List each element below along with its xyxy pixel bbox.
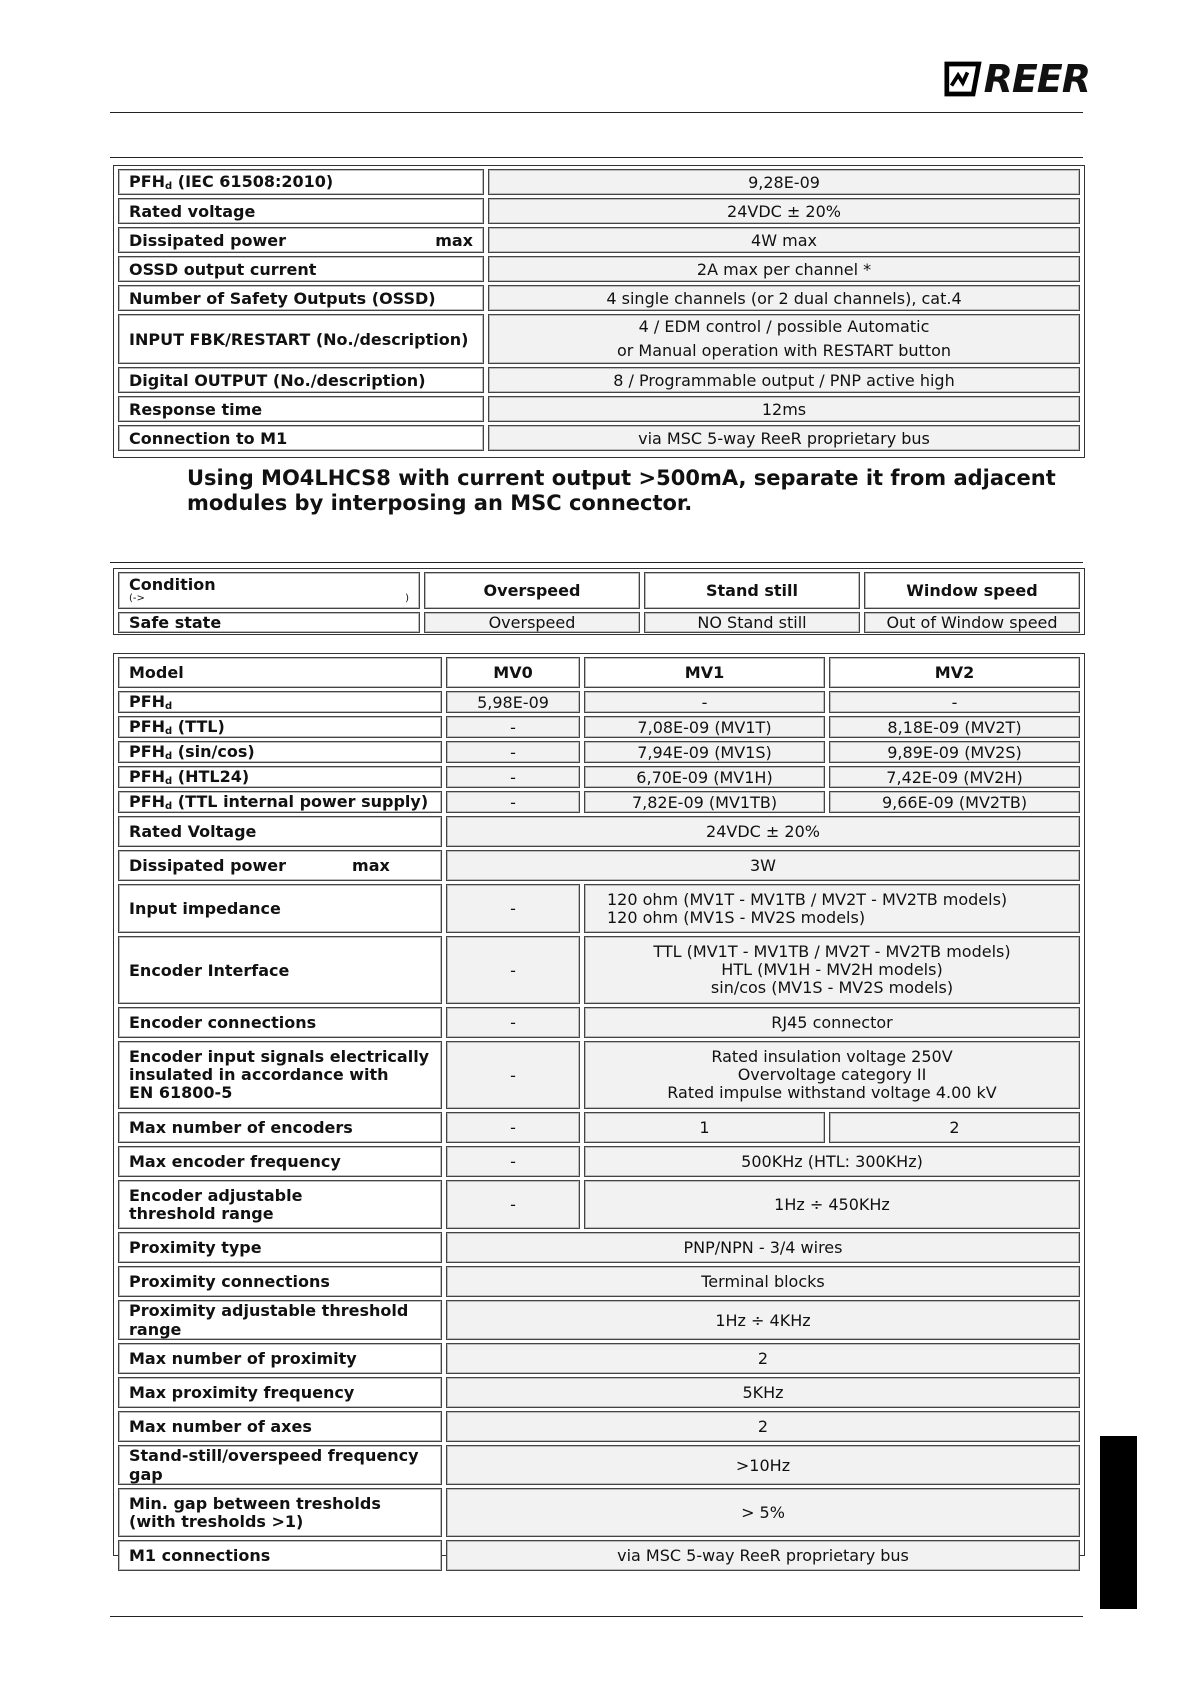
row-label: Rated voltage (118, 198, 484, 224)
row-value: 5KHz (446, 1377, 1080, 1408)
row-label: Connection to M1 (118, 425, 484, 451)
table-row (118, 936, 1080, 1004)
row-value: 4 single channels (or 2 dual channels), cat.4 (488, 285, 1080, 311)
mv0-value: - (446, 766, 580, 788)
mv2-value: 2 (829, 1112, 1080, 1143)
table-row (118, 766, 1080, 788)
row-value: via MSC 5-way ReeR proprietary bus (488, 425, 1080, 451)
row-value: 120 ohm (MV1T - MV1TB / MV2T - MV2TB models) 120 ohm (MV1S - MV2S models) (584, 884, 1080, 933)
row-label: Max number of axes (118, 1411, 442, 1442)
row-value: 1Hz ÷ 4KHz (446, 1300, 1080, 1340)
row-label: Encoder adjustable threshold range (118, 1180, 442, 1229)
pfh-label: $PFH_d$ (TTL internal power supply) (118, 791, 442, 813)
mv1-value: - (584, 691, 825, 713)
table-row (118, 1007, 1080, 1038)
table-row (118, 572, 1080, 609)
section-rule-1 (110, 157, 1083, 158)
table-row (118, 367, 1080, 393)
table-row (118, 314, 1080, 364)
table-row (118, 1445, 1080, 1485)
overspeed-header: Overspeed (424, 572, 640, 609)
mv2-value: 8,18E-09 (MV2T) (829, 716, 1080, 738)
row-label: Digital OUTPUT (No./description) (118, 367, 484, 393)
table-row (118, 741, 1080, 763)
table-row (118, 1411, 1080, 1442)
row-label: Dissipated power max (118, 227, 484, 253)
mv0-value: - (446, 716, 580, 738)
row-value: 500KHz (HTL: 300KHz) (584, 1146, 1080, 1177)
row-value: 2 (446, 1343, 1080, 1374)
pfh-label: $PFH_d$ (TTL) (118, 716, 442, 738)
table-row (118, 791, 1080, 813)
mv0-value: - (446, 1041, 580, 1109)
row-label: Rated Voltage (118, 816, 442, 847)
model-header: Model (118, 657, 442, 688)
table-row (118, 691, 1080, 713)
table-row (118, 425, 1080, 451)
safe-state-value: Overspeed (424, 612, 640, 633)
row-label: Min. gap between tresholds (with tresholds >1) (118, 1488, 442, 1537)
table-row (118, 1232, 1080, 1263)
safe-state-value: Out of Window speed (864, 612, 1080, 633)
row-value: PNP/NPN - 3/4 wires (446, 1232, 1080, 1263)
row-value: 4 / EDM control / possible Automatic or Manual operation with RESTART button (488, 314, 1080, 364)
table-row (118, 1146, 1080, 1177)
row-value: via MSC 5-way ReeR proprietary bus (446, 1540, 1080, 1571)
row-value: 12ms (488, 396, 1080, 422)
table-row (118, 256, 1080, 282)
current-output-note: Using MO4LHCS8 with current output >500mA, separate it from adjacent modules by interposing an MSC connector. (187, 466, 1056, 515)
row-label: Proximity type (118, 1232, 442, 1263)
row-value: >10Hz (446, 1445, 1080, 1485)
pfh-label: $PFH_d$ (sin/cos) (118, 741, 442, 763)
row-label: Response time (118, 396, 484, 422)
table-row (118, 884, 1080, 933)
table-row (118, 1540, 1080, 1571)
row-value: RJ45 connector (584, 1007, 1080, 1038)
row-label: Number of Safety Outputs (OSSD) (118, 285, 484, 311)
row-label: Input impedance (118, 884, 442, 933)
row-label: Proximity connections (118, 1266, 442, 1297)
reer-logo (944, 56, 1090, 102)
mv2-value: 9,66E-09 (MV2TB) (829, 791, 1080, 813)
mv0-value: - (446, 741, 580, 763)
table-row (118, 1266, 1080, 1297)
row-label: Encoder connections (118, 1007, 442, 1038)
mv1-value: 1 (584, 1112, 825, 1143)
row-value: 8 / Programmable output / PNP active high (488, 367, 1080, 393)
mv1-value: 7,82E-09 (MV1TB) (584, 791, 825, 813)
table-row (118, 816, 1080, 847)
row-label: Proximity adjustable threshold range (118, 1300, 442, 1340)
mv2-value: 9,89E-09 (MV2S) (829, 741, 1080, 763)
row-label: INPUT FBK/RESTART (No./description) (118, 314, 484, 364)
mv0-value: 5,98E-09 (446, 691, 580, 713)
table-row (118, 1488, 1080, 1537)
table-row (118, 1300, 1080, 1340)
row-value: 24VDC ± 20% (446, 816, 1080, 847)
reer-logo-icon (944, 59, 982, 99)
spec-table-controller (113, 165, 1085, 458)
row-value: > 5% (446, 1488, 1080, 1537)
row-value: 3W (446, 850, 1080, 881)
mv0-value: - (446, 1112, 580, 1143)
section-tab-marker (1100, 1436, 1137, 1609)
mv0-value: - (446, 1146, 580, 1177)
mv2-header: MV2 (829, 657, 1080, 688)
row-value: Rated insulation voltage 250V Overvoltage category II Rated impulse withstand voltage 4.00 kV (584, 1041, 1080, 1109)
row-value: 1Hz ÷ 450KHz (584, 1180, 1080, 1229)
row-label: Dissipated power max (118, 850, 442, 881)
stand-still-header: Stand still (644, 572, 860, 609)
logo-text: REER (983, 57, 1090, 101)
condition-header: Condition (-> ) (118, 572, 420, 609)
mv2-value: - (829, 691, 1080, 713)
row-label: Encoder input signals electrically insulated in accordance with EN 61800-5 (118, 1041, 442, 1109)
row-label: Max proximity frequency (118, 1377, 442, 1408)
table-row (118, 850, 1080, 881)
row-value: 2A max per channel * (488, 256, 1080, 282)
mv1-value: 7,94E-09 (MV1S) (584, 741, 825, 763)
safe-state-value: NO Stand still (644, 612, 860, 633)
table-row (118, 716, 1080, 738)
table-row (118, 1343, 1080, 1374)
row-value: 24VDC ± 20% (488, 198, 1080, 224)
table-row (118, 1377, 1080, 1408)
footer-rule (110, 1616, 1083, 1617)
safe-state-table (113, 568, 1085, 635)
table-row (118, 198, 1080, 224)
safe-state-label: Safe state (118, 612, 420, 633)
table-row (118, 612, 1080, 633)
table-row (118, 285, 1080, 311)
row-value: Terminal blocks (446, 1266, 1080, 1297)
pfh-label: $PFH_d$ (HTL24) (118, 766, 442, 788)
row-label: Max number of encoders (118, 1112, 442, 1143)
row-label: Stand-still/overspeed frequency gap (118, 1445, 442, 1485)
row-label: Max number of proximity (118, 1343, 442, 1374)
mv0-value: - (446, 1180, 580, 1229)
row-label: M1 connections (118, 1540, 442, 1571)
pfh-label: $PFH_d$ (118, 691, 442, 713)
table-row (118, 169, 1080, 195)
mv0-header: MV0 (446, 657, 580, 688)
table-row (118, 227, 1080, 253)
mv1-value: 6,70E-09 (MV1H) (584, 766, 825, 788)
table-row (118, 657, 1080, 688)
table-row (118, 1112, 1080, 1143)
row-value: 9,28E-09 (488, 169, 1080, 195)
row-label: Max encoder frequency (118, 1146, 442, 1177)
mv0-value: - (446, 1007, 580, 1038)
table-row (118, 1041, 1080, 1109)
mv0-value: - (446, 884, 580, 933)
row-label: Encoder Interface (118, 936, 442, 1004)
mv0-value: - (446, 791, 580, 813)
mv2-value: 7,42E-09 (MV2H) (829, 766, 1080, 788)
mv0-value: - (446, 936, 580, 1004)
row-value: TTL (MV1T - MV1TB / MV2T - MV2TB models) HTL (MV1H - MV2H models) sin/cos (MV1S - MV2S models) (584, 936, 1080, 1004)
row-value: 2 (446, 1411, 1080, 1442)
table-row (118, 1180, 1080, 1229)
table-row (118, 396, 1080, 422)
row-label: $PFH_d$ (IEC 61508:2010) (118, 169, 484, 195)
mv1-header: MV1 (584, 657, 825, 688)
window-speed-header: Window speed (864, 572, 1080, 609)
mv1-value: 7,08E-09 (MV1T) (584, 716, 825, 738)
spec-table-speed-modules (113, 653, 1085, 1565)
row-value: 4W max (488, 227, 1080, 253)
header-rule (110, 112, 1083, 113)
row-label: OSSD output current (118, 256, 484, 282)
section-rule-2 (110, 562, 1083, 563)
